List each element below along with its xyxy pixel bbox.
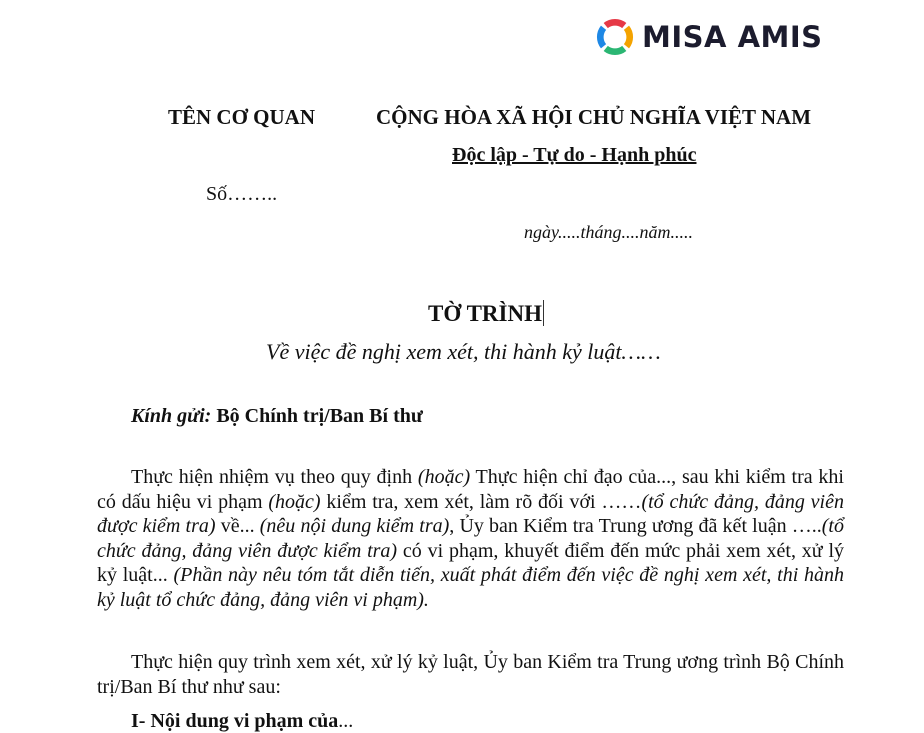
logo-segment — [600, 28, 603, 47]
text-cursor — [543, 300, 544, 326]
recipient-value: Bộ Chính trị/Ban Bí thư — [216, 405, 423, 427]
brand-name: MISA AMIS — [642, 20, 823, 54]
recipient-label: Kính gửi: — [131, 405, 212, 427]
national-title: CỘNG HÒA XÃ HỘI CHỦ NGHĨA VIỆT NAM — [376, 105, 812, 129]
section-heading-1: I- Nội dung vi phạm của... — [131, 710, 354, 732]
logo-segment — [606, 22, 625, 25]
recipient-line — [131, 405, 423, 428]
document-number: Số…….. — [206, 183, 278, 205]
organization-name: TÊN CƠ QUAN — [168, 105, 316, 129]
document-title — [428, 300, 544, 327]
logo-segment — [626, 28, 629, 47]
document-subtitle: Về việc đề nghị xem xét, thi hành kỷ luật…… — [266, 339, 661, 364]
body-paragraph-1: Thực hiện nhiệm vụ theo quy định (hoặc) Thực hiện chỉ đạo của..., sau khi kiểm tra khi có dấu hiệu vi phạm (hoặc) kiểm tra, xem xét, làm rõ đối với ……(tổ chức đảng, đảng viên được kiểm tra) về... (nêu nội dung kiểm tra), Ủy ban Kiểm tra Trung ương đã kết luận …..(tổ chức đảng, đảng viên được kiểm tra) có vi phạm, khuyết điểm đến mức phải xem xét, xử lý kỷ luật... (Phần này nêu tóm tắt diễn tiến, xuất phát điểm đến việc đề nghị xem xét, thi hành kỷ luật tổ chức đảng, đảng viên vi phạm). — [97, 466, 844, 611]
misa-logo-icon — [596, 18, 634, 56]
body-paragraph-2: Thực hiện quy trình xem xét, xử lý kỷ luật, Ủy ban Kiểm tra Trung ương trình Bộ Chính trị/Ban Bí thư như sau: — [97, 651, 844, 698]
national-motto: Độc lập - Tự do - Hạnh phúc — [452, 144, 697, 166]
logo-segment — [606, 48, 625, 51]
document-date: ngày.....tháng....năm..... — [524, 222, 693, 242]
brand-logo — [596, 17, 823, 57]
document-title-text: TỜ TRÌNH — [428, 301, 542, 326]
